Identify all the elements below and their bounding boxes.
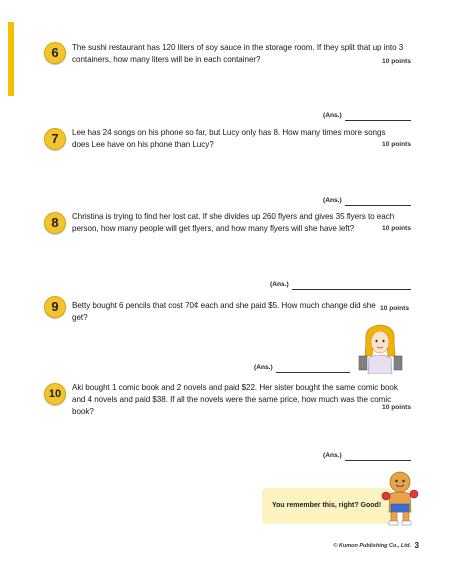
answer-line[interactable] (345, 120, 411, 121)
question-number-badge: 10 (44, 383, 66, 405)
tip-box (262, 488, 392, 524)
question-text: Lee has 24 songs on his phone so far, but Lucy only has 8. How many times more songs does Lee have on his phone than Lucy? (72, 128, 386, 149)
page-number: 3 (414, 541, 419, 550)
girl-with-pencils-illustration (354, 322, 406, 374)
answer-label: (Ans.) (323, 197, 342, 204)
answer-label: (Ans.) (270, 281, 289, 288)
question-text: Betty bought 6 pencils that cost 70¢ each and she paid $5. How much change did she get? (72, 301, 376, 322)
question-text: Aki bought 1 comic book and 2 novels and paid $22. Her sister bought the same comic book and 4 novels and paid $38. If all the novels were the same price, how much was the comic book? (72, 383, 398, 416)
points-label: 10 points (382, 404, 411, 411)
answer-label: (Ans.) (254, 364, 273, 371)
answer-line[interactable] (345, 460, 411, 461)
mascot-illustration (380, 470, 420, 526)
tip-text: You remember this, right? Good! (272, 502, 382, 509)
points-label: 10 points (382, 141, 411, 148)
section-side-bar (8, 22, 14, 96)
answer-line[interactable] (276, 372, 350, 373)
copyright-text: © Kumon Publishing Co., Ltd. (333, 543, 411, 549)
points-label: 10 points (382, 58, 411, 65)
question-number-badge: 8 (44, 212, 66, 234)
question-number-badge: 7 (44, 128, 66, 150)
answer-label: (Ans.) (323, 112, 342, 119)
points-label: 10 points (380, 305, 409, 312)
question-number-badge: 6 (44, 42, 66, 64)
answer-line[interactable] (345, 205, 411, 206)
answer-line[interactable] (292, 289, 411, 290)
question-text: The sushi restaurant has 120 liters of soy sauce in the storage room. If they split that up into 3 containers, how many liters will be in each container? (72, 43, 404, 64)
question-text: Christina is trying to find her lost cat. If she divides up 260 flyers and gives 35 flyers to each person, how many people will get flyers, and how many flyers will she have left? (72, 212, 395, 233)
question-number-badge: 9 (44, 296, 66, 318)
answer-label: (Ans.) (323, 452, 342, 459)
points-label: 10 points (382, 225, 411, 232)
